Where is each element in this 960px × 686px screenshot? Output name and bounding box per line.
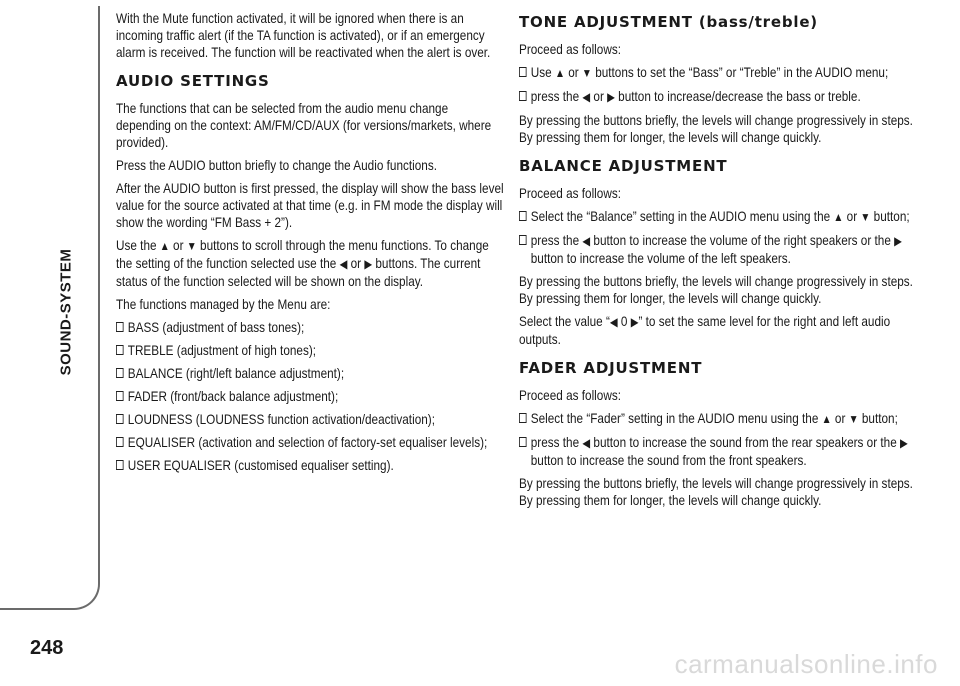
checkbox-bullet-icon	[519, 211, 527, 221]
watermark: carmanualsonline.info	[674, 649, 938, 679]
down-arrow-icon: ▼	[860, 210, 871, 224]
left-column	[116, 10, 506, 480]
balance-adjustment-heading: BALANCE ADJUSTMENT	[519, 157, 728, 175]
intro-paragraph: With the Mute function activated, it will be ignored when there is an incoming traffic alert (if the TA function is activated), or if an emergency alarm is received. The function will be reactivated when the alert is over.	[116, 10, 491, 60]
right-arrow-icon: ▶	[900, 436, 908, 450]
checkbox-bullet-icon	[116, 437, 124, 447]
up-arrow-icon: ▲	[159, 239, 170, 253]
up-arrow-icon: ▲	[554, 66, 565, 80]
list-item: press the ◀ button to increase the sound from the rear speakers or the ▶ button to increase the sound from the front speakers.	[519, 434, 917, 469]
tone-adjustment-heading: TONE ADJUSTMENT (bass/treble)	[519, 13, 818, 31]
list-item: BALANCE (right/left balance adjustment);	[116, 365, 506, 382]
checkbox-bullet-icon	[116, 414, 124, 424]
list-item: Use ▲ or ▼ buttons to set the “Bass” or “Treble” in the AUDIO menu;	[519, 64, 917, 82]
left-arrow-icon: ◀	[582, 90, 591, 104]
audio-paragraph-5: The functions managed by the Menu are:	[116, 296, 331, 312]
list-item: LOUDNESS (LOUDNESS function activation/deactivation);	[116, 411, 506, 428]
left-arrow-icon: ◀	[339, 257, 348, 271]
audio-paragraph-3: After the AUDIO button is first pressed, the display will show the bass level value for the source activated at that time (e.g. in FM mode the display will show the wording “FM Bass + 2”).	[116, 180, 504, 230]
side-tab	[0, 6, 100, 610]
balance-proceed: Proceed as follows:	[519, 185, 621, 201]
checkbox-bullet-icon	[116, 368, 124, 378]
right-arrow-icon: ▶	[364, 257, 373, 271]
down-arrow-icon: ▼	[581, 66, 592, 80]
list-item: press the ◀ or ▶ button to increase/decrease the bass or treble.	[519, 88, 917, 106]
checkbox-bullet-icon	[116, 391, 124, 401]
list-item: EQUALISER (activation and selection of factory-set equaliser levels);	[116, 434, 506, 451]
audio-paragraph-4: Use the ▲ or ▼ buttons to scroll through the menu functions. To change the setting of the function selected use the ◀ or ▶ buttons. The current status of the function selected will be shown on the display.	[116, 237, 489, 289]
checkbox-bullet-icon	[519, 235, 527, 245]
checkbox-bullet-icon	[519, 437, 527, 447]
audio-paragraph-1: The functions that can be selected from the audio menu change depending on the context: AM/FM/CD/AUX (for versions/markets, where provided).	[116, 100, 492, 150]
up-arrow-icon: ▲	[833, 210, 844, 224]
list-item: BASS (adjustment of bass tones);	[116, 319, 506, 336]
list-item: TREBLE (adjustment of high tones);	[116, 342, 506, 359]
left-arrow-icon: ◀	[582, 234, 591, 248]
list-item: Select the “Fader” setting in the AUDIO menu using the ▲ or ▼ button;	[519, 410, 917, 428]
right-arrow-icon: ▶	[894, 234, 902, 248]
list-item: USER EQUALISER (customised equaliser setting).	[116, 457, 506, 474]
audio-settings-heading: AUDIO SETTINGS	[116, 72, 270, 90]
checkbox-bullet-icon	[116, 460, 124, 470]
up-arrow-icon: ▲	[821, 412, 832, 426]
down-arrow-icon: ▼	[186, 239, 197, 253]
checkbox-bullet-icon	[519, 67, 527, 77]
list-item: press the ◀ button to increase the volume of the right speakers or the ▶ button to increase the volume of the left speakers.	[519, 232, 917, 267]
checkbox-bullet-icon	[116, 322, 124, 332]
checkbox-bullet-icon	[519, 413, 527, 423]
tone-proceed: Proceed as follows:	[519, 41, 621, 57]
checkbox-bullet-icon	[116, 345, 124, 355]
left-arrow-icon: ◀	[609, 315, 618, 329]
balance-value: Select the value “◀ 0 ▶” to set the same level for the right and left audio outputs.	[519, 313, 891, 347]
list-item: FADER (front/back balance adjustment);	[116, 388, 506, 405]
fader-adjustment-heading: FADER ADJUSTMENT	[519, 359, 703, 377]
section-label: SOUND-SYSTEM	[57, 248, 75, 376]
balance-note: By pressing the buttons briefly, the levels will change progressively in steps. By pressing them for longer, the levels will change quickly.	[519, 273, 913, 306]
down-arrow-icon: ▼	[848, 412, 859, 426]
page-number: 248	[30, 637, 64, 659]
tone-note: By pressing the buttons briefly, the levels will change progressively in steps. By pressing them for longer, the levels will change quickly.	[519, 112, 913, 145]
right-arrow-icon: ▶	[630, 315, 639, 329]
right-arrow-icon: ▶	[607, 90, 615, 104]
right-column	[519, 10, 917, 515]
left-arrow-icon: ◀	[582, 436, 591, 450]
fader-note: By pressing the buttons briefly, the levels will change progressively in steps. By pressing them for longer, the levels will change quickly.	[519, 475, 913, 508]
checkbox-bullet-icon	[519, 91, 527, 101]
fader-proceed: Proceed as follows:	[519, 387, 621, 403]
audio-paragraph-2: Press the AUDIO button briefly to change the Audio functions.	[116, 157, 437, 173]
list-item: Select the “Balance” setting in the AUDIO menu using the ▲ or ▼ button;	[519, 208, 917, 226]
